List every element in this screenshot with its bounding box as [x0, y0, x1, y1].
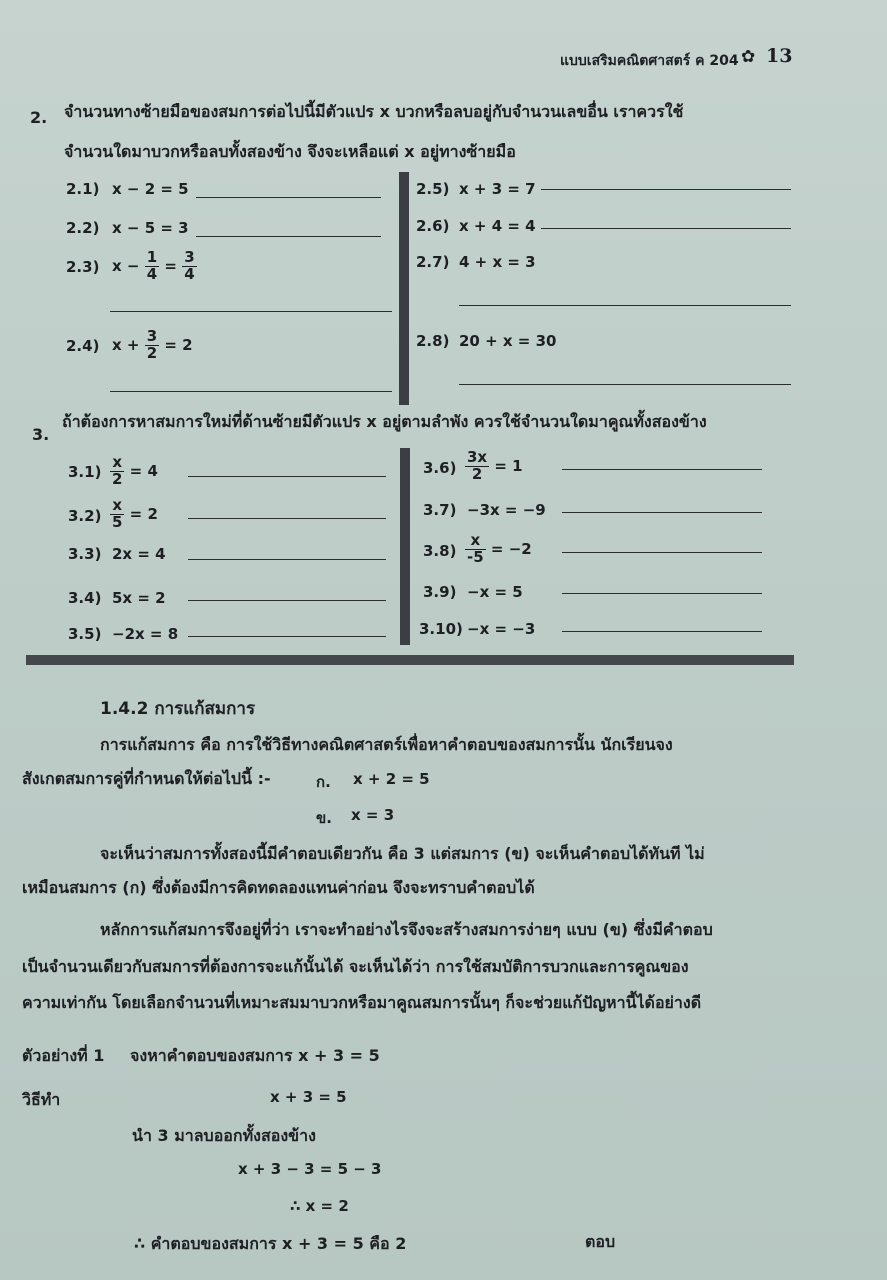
eq-suffix: = 2: [129, 504, 158, 523]
q3-item-label: 3.8): [423, 542, 457, 560]
numerator: x: [465, 533, 486, 550]
solution-step: x + 3 = 5: [270, 1088, 347, 1106]
answer-line: [188, 518, 386, 519]
answer-line: [562, 631, 762, 632]
fraction: [182, 250, 196, 283]
column-divider: [399, 172, 409, 405]
fraction: [145, 329, 159, 362]
q3-item-equation: −x = −3: [467, 620, 536, 638]
q2-number: 2.: [30, 108, 48, 127]
q3-item-equation: 2x = 4: [112, 545, 166, 563]
equation-a: x + 2 = 5: [353, 770, 430, 788]
eq-suffix: = 2: [164, 335, 193, 354]
section-rule: [26, 655, 794, 665]
solution-step: ∴ x = 2: [290, 1197, 349, 1215]
fraction: [110, 455, 124, 488]
answer-line: [110, 391, 392, 392]
q2-item-fraction-equation: [112, 329, 193, 362]
paragraph-line: ความเท่ากัน โดยเลือกจำนวนที่เหมาะสมมาบวกหรือมาคูณสมการนั้นๆ ก็จะช่วยแก้ปัญหานี้ได้อย่างดี: [22, 993, 702, 1012]
q3-item-equation: −3x = −9: [467, 501, 546, 519]
q3-number: 3.: [32, 425, 50, 444]
answer-line: [188, 476, 386, 477]
numerator: x: [110, 498, 124, 515]
denominator: 4: [184, 264, 195, 283]
answer-line: [196, 197, 381, 198]
q2-item-label: 2.1): [66, 180, 100, 198]
q2-item-label: 2.8): [416, 332, 450, 350]
answer-line: [188, 636, 386, 637]
q3-item-fraction-equation: [110, 498, 158, 531]
equals-sign: =: [164, 256, 177, 275]
answer-line: [188, 559, 386, 560]
q3-item-label: 3.6): [423, 459, 457, 477]
q3-item-fraction-equation: [110, 455, 158, 488]
denominator: 2: [471, 464, 483, 483]
q3-item-label: 3.4): [68, 589, 102, 607]
denominator: -5: [467, 547, 484, 566]
answer-line: [562, 512, 762, 513]
numerator: 1: [146, 248, 158, 266]
q2-item-equation: x − 2 = 5: [112, 180, 189, 198]
q2-item-equation: x − 5 = 3: [112, 219, 189, 237]
denominator: 2: [146, 343, 158, 362]
answer-line: [110, 311, 392, 312]
numerator: 3: [146, 327, 158, 345]
fraction: [465, 533, 486, 566]
paragraph-line: สังเกตสมการคู่ที่กำหนดให้ต่อไปนี้ :-: [22, 769, 271, 788]
eq-suffix: = 4: [129, 461, 158, 480]
q2-item-equation: 4 + x = 3: [459, 253, 536, 271]
eq-prefix: x −: [112, 256, 140, 275]
eq-suffix: = 1: [494, 456, 523, 475]
fraction: [145, 250, 159, 283]
q2-item-label: 2.4): [66, 337, 100, 355]
numerator: 3x: [467, 448, 488, 466]
paragraph-line: เป็นจำนวนเดียวกับสมการที่ต้องการจะแก้นั้นได้ จะเห็นได้ว่า การใช้สมบัติการบวกและการคูณของ: [22, 957, 689, 976]
answer-label: ตอบ: [585, 1232, 616, 1251]
q2-instruction-line1: จำนวนทางซ้ายมือของสมการต่อไปนี้มีตัวแปร x บวกหรือลบอยู่กับจำนวนเลขอื่น เราควรใช้: [64, 102, 684, 121]
q3-item-label: 3.3): [68, 545, 102, 563]
answer-line: [459, 384, 791, 385]
flower-icon: ✿: [741, 47, 756, 67]
q3-item-fraction-equation: [465, 450, 523, 483]
q3-item-equation: 5x = 2: [112, 589, 166, 607]
q2-item-label: 2.2): [66, 219, 100, 237]
answer-line: [459, 305, 791, 306]
q2-item-label: 2.7): [416, 253, 450, 271]
q3-item-label: 3.5): [68, 625, 102, 643]
solution-step: x + 3 − 3 = 5 − 3: [238, 1160, 382, 1178]
q3-item-label: 3.2): [68, 507, 102, 525]
answer-line: [562, 593, 762, 594]
answer-line: [562, 469, 762, 470]
fraction: [465, 450, 489, 483]
paragraph-line: การแก้สมการ คือ การใช้วิธีทางคณิตศาสตร์เพื่อหาคำตอบของสมการนั้น นักเรียนจง: [100, 735, 673, 754]
paragraph-line: เหมือนสมการ (ก) ซึ่งต้องมีการคิดทดลองแทนค่าก่อน จึงจะทราบคำตอบได้: [22, 878, 535, 897]
equation-label: ก.: [316, 773, 331, 791]
q2-item-label: 2.5): [416, 180, 450, 198]
q3-item-label: 3.10): [419, 620, 463, 638]
eq-suffix: = −2: [490, 539, 532, 558]
equation-label: ข.: [316, 809, 332, 827]
q2-item-label: 2.3): [66, 258, 100, 276]
q3-item-equation: −2x = 8: [112, 625, 179, 643]
answer-line: [541, 189, 791, 190]
numerator: x: [110, 455, 124, 472]
q2-item-label: 2.6): [416, 217, 450, 235]
q3-item-fraction-equation: [465, 533, 532, 566]
q2-instruction-line2: จำนวนใดมาบวกหรือลบทั้งสองข้าง จึงจะเหลือแต่ x อยู่ทางซ้ายมือ: [64, 142, 516, 161]
q3-item-equation: −x = 5: [467, 583, 523, 601]
section-title: 1.4.2 การแก้สมการ: [100, 699, 256, 719]
example-question: จงหาคำตอบของสมการ x + 3 = 5: [130, 1046, 380, 1065]
q3-item-label: 3.1): [68, 463, 102, 481]
solution-note: นำ 3 มาลบออกทั้งสองข้าง: [132, 1126, 316, 1145]
q2-item-equation: 20 + x = 30: [459, 332, 557, 350]
numerator: 3: [184, 248, 195, 266]
answer-line: [562, 552, 762, 553]
answer-line: [196, 236, 381, 237]
denominator: 4: [146, 264, 158, 283]
q3-item-label: 3.7): [423, 501, 457, 519]
paragraph-line: จะเห็นว่าสมการทั้งสองนี้มีคำตอบเดียวกัน คือ 3 แต่สมการ (ข) จะเห็นคำตอบได้ทันที ไม่: [100, 844, 705, 863]
paragraph-line: หลักการแก้สมการจึงอยู่ที่ว่า เราจะทำอย่างไรจึงจะสร้างสมการง่ายๆ แบบ (ข) ซึ่งมีคำตอบ: [100, 920, 713, 939]
fraction: [110, 498, 124, 531]
answer-line: [188, 600, 386, 601]
example-label: ตัวอย่างที่ 1: [22, 1046, 105, 1065]
method-label: วิธีทำ: [22, 1090, 61, 1109]
equation-b: x = 3: [351, 806, 395, 824]
q2-item-fraction-equation: [112, 250, 197, 283]
denominator: 2: [112, 469, 123, 488]
q2-item-equation: x + 3 = 7: [459, 180, 536, 198]
page-number: 13: [766, 45, 793, 67]
q2-item-equation: x + 4 = 4: [459, 217, 536, 235]
denominator: 5: [112, 512, 123, 531]
solution-conclusion: ∴ คำตอบของสมการ x + 3 = 5 คือ 2: [134, 1234, 407, 1253]
column-divider: [400, 448, 410, 645]
eq-prefix: x +: [112, 335, 140, 354]
answer-line: [541, 228, 791, 229]
q3-item-label: 3.9): [423, 583, 457, 601]
book-title: แบบเสริมคณิตศาสตร์ ค 204: [560, 53, 739, 69]
q3-instruction: ถ้าต้องการหาสมการใหม่ที่ด้านซ้ายมีตัวแปร x อยู่ตามลำพัง ควรใช้จำนวนใดมาคูณทั้งสองข้าง: [62, 412, 707, 431]
